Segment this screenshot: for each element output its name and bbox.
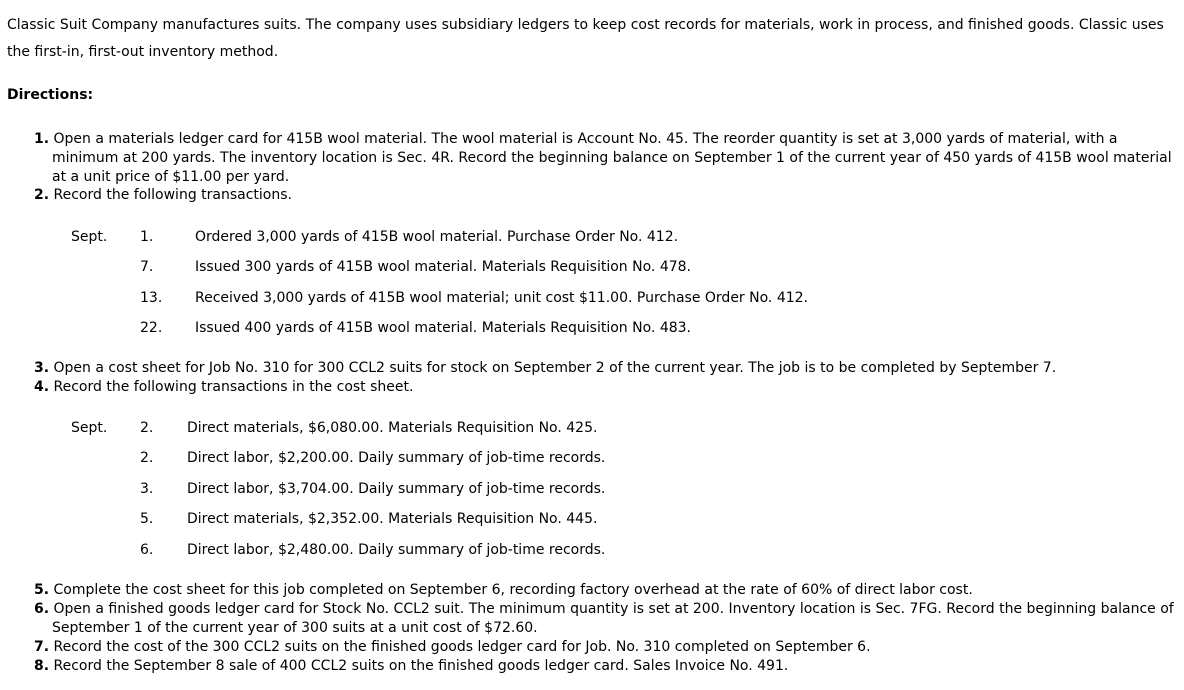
day-cell: 3.: [140, 480, 154, 497]
description-cell: Issued 400 yards of 415B wool material. Materials Requisition No. 483.: [195, 320, 691, 337]
table-row: [71, 222, 808, 253]
description-cell: Direct labor, $2,480.00. Daily summary of job-time records.: [187, 541, 606, 558]
direction-item-8: [34, 657, 1184, 676]
direction-text: Record the following transactions.: [53, 187, 292, 203]
month-cell: [71, 505, 140, 536]
table-row: [71, 444, 605, 475]
day-cell: 2.: [140, 419, 154, 436]
direction-number: 3.: [34, 360, 50, 376]
direction-number: 6.: [34, 601, 50, 617]
direction-text: Record the September 8 sale of 400 CCL2 suits on the finished goods ledger card. Sales Invoice No. 491.: [53, 658, 789, 674]
direction-item-4: [34, 378, 1184, 397]
table-row: [71, 413, 605, 444]
day-cell: 13.: [140, 289, 163, 306]
description-cell: Issued 300 yards of 415B wool material. Materials Requisition No. 478.: [195, 259, 691, 276]
direction-text: Open a materials ledger card for 415B wool material. The wool material is Account No. 45. The reorder quantity is set at 3,000 yards of material, with a minimum at 200 yards. The inventory location is Sec. 4R. Record the beginning balance on September 1 of the current year of 450 yards of 415B wool material at a unit price of $11.00 per yard.: [52, 131, 1172, 185]
table-row: [71, 474, 605, 505]
direction-item-6: [34, 600, 1184, 638]
description-cell: Direct materials, $2,352.00. Materials Requisition No. 445.: [187, 511, 598, 528]
table-row: [71, 314, 808, 345]
description-cell: Direct labor, $3,704.00. Daily summary of job-time records.: [187, 480, 606, 497]
day-cell: 22.: [140, 320, 163, 337]
day-cell: 5.: [140, 511, 154, 528]
direction-text: Record the cost of the 300 CCL2 suits on the finished goods ledger card for Job. No. 310 completed on September 6.: [53, 639, 871, 655]
direction-text: Complete the cost sheet for this job completed on September 6, recording factory overhead at the rate of 60% of direct labor cost.: [53, 582, 973, 598]
description-cell: Received 3,000 yards of 415B wool material; unit cost $11.00. Purchase Order No. 412.: [195, 289, 809, 306]
month-cell: [71, 474, 140, 505]
day-cell: 2.: [140, 450, 154, 467]
direction-number: 8.: [34, 658, 50, 674]
direction-text: Open a cost sheet for Job No. 310 for 300 CCL2 suits for stock on September 2 of the current year. The job is to be completed by September 7.: [53, 360, 1057, 376]
direction-number: 4.: [34, 379, 50, 395]
direction-number: 7.: [34, 639, 50, 655]
direction-number: 1.: [34, 131, 50, 147]
description-cell: Direct materials, $6,080.00. Materials Requisition No. 425.: [187, 419, 598, 436]
day-cell: 7.: [140, 259, 154, 276]
intro-paragraph: Classic Suit Company manufactures suits. The company uses subsidiary ledgers to keep cost records for materials, work in process, and finished goods. Classic uses the first-in, first-out inventory method.: [7, 17, 1164, 60]
direction-item-7: [34, 638, 1184, 657]
month-cell: [71, 535, 140, 566]
direction-number: 5.: [34, 582, 50, 598]
day-cell: 6.: [140, 541, 154, 558]
description-cell: Direct labor, $2,200.00. Daily summary of job-time records.: [187, 450, 606, 467]
direction-number: 2.: [34, 187, 50, 203]
table-row: [71, 283, 808, 314]
month-cell: Sept.: [71, 228, 108, 245]
direction-item-1: [34, 130, 1184, 187]
direction-text: Open a finished goods ledger card for Stock No. CCL2 suit. The minimum quantity is set at 200. Inventory location is Sec. 7FG. Record the beginning balance of September 1 of the current year of 300 suits at a unit cost of $72.60.: [52, 601, 1174, 636]
direction-item-3: [34, 359, 1184, 378]
direction-item-2: [34, 186, 1184, 205]
cost-sheet-transactions-table: [71, 413, 605, 566]
table-row: [71, 505, 605, 536]
month-cell: [71, 314, 140, 345]
directions-heading: Directions:: [7, 87, 94, 103]
month-cell: [71, 253, 140, 284]
materials-transactions-table: [71, 222, 808, 344]
description-cell: Ordered 3,000 yards of 415B wool material. Purchase Order No. 412.: [195, 228, 679, 245]
table-row: [71, 535, 605, 566]
table-row: [71, 253, 808, 284]
direction-text: Record the following transactions in the cost sheet.: [53, 379, 414, 395]
direction-item-5: [34, 581, 1184, 600]
month-cell: [71, 444, 140, 475]
day-cell: 1.: [140, 228, 154, 245]
month-cell: Sept.: [71, 419, 108, 436]
month-cell: [71, 283, 140, 314]
